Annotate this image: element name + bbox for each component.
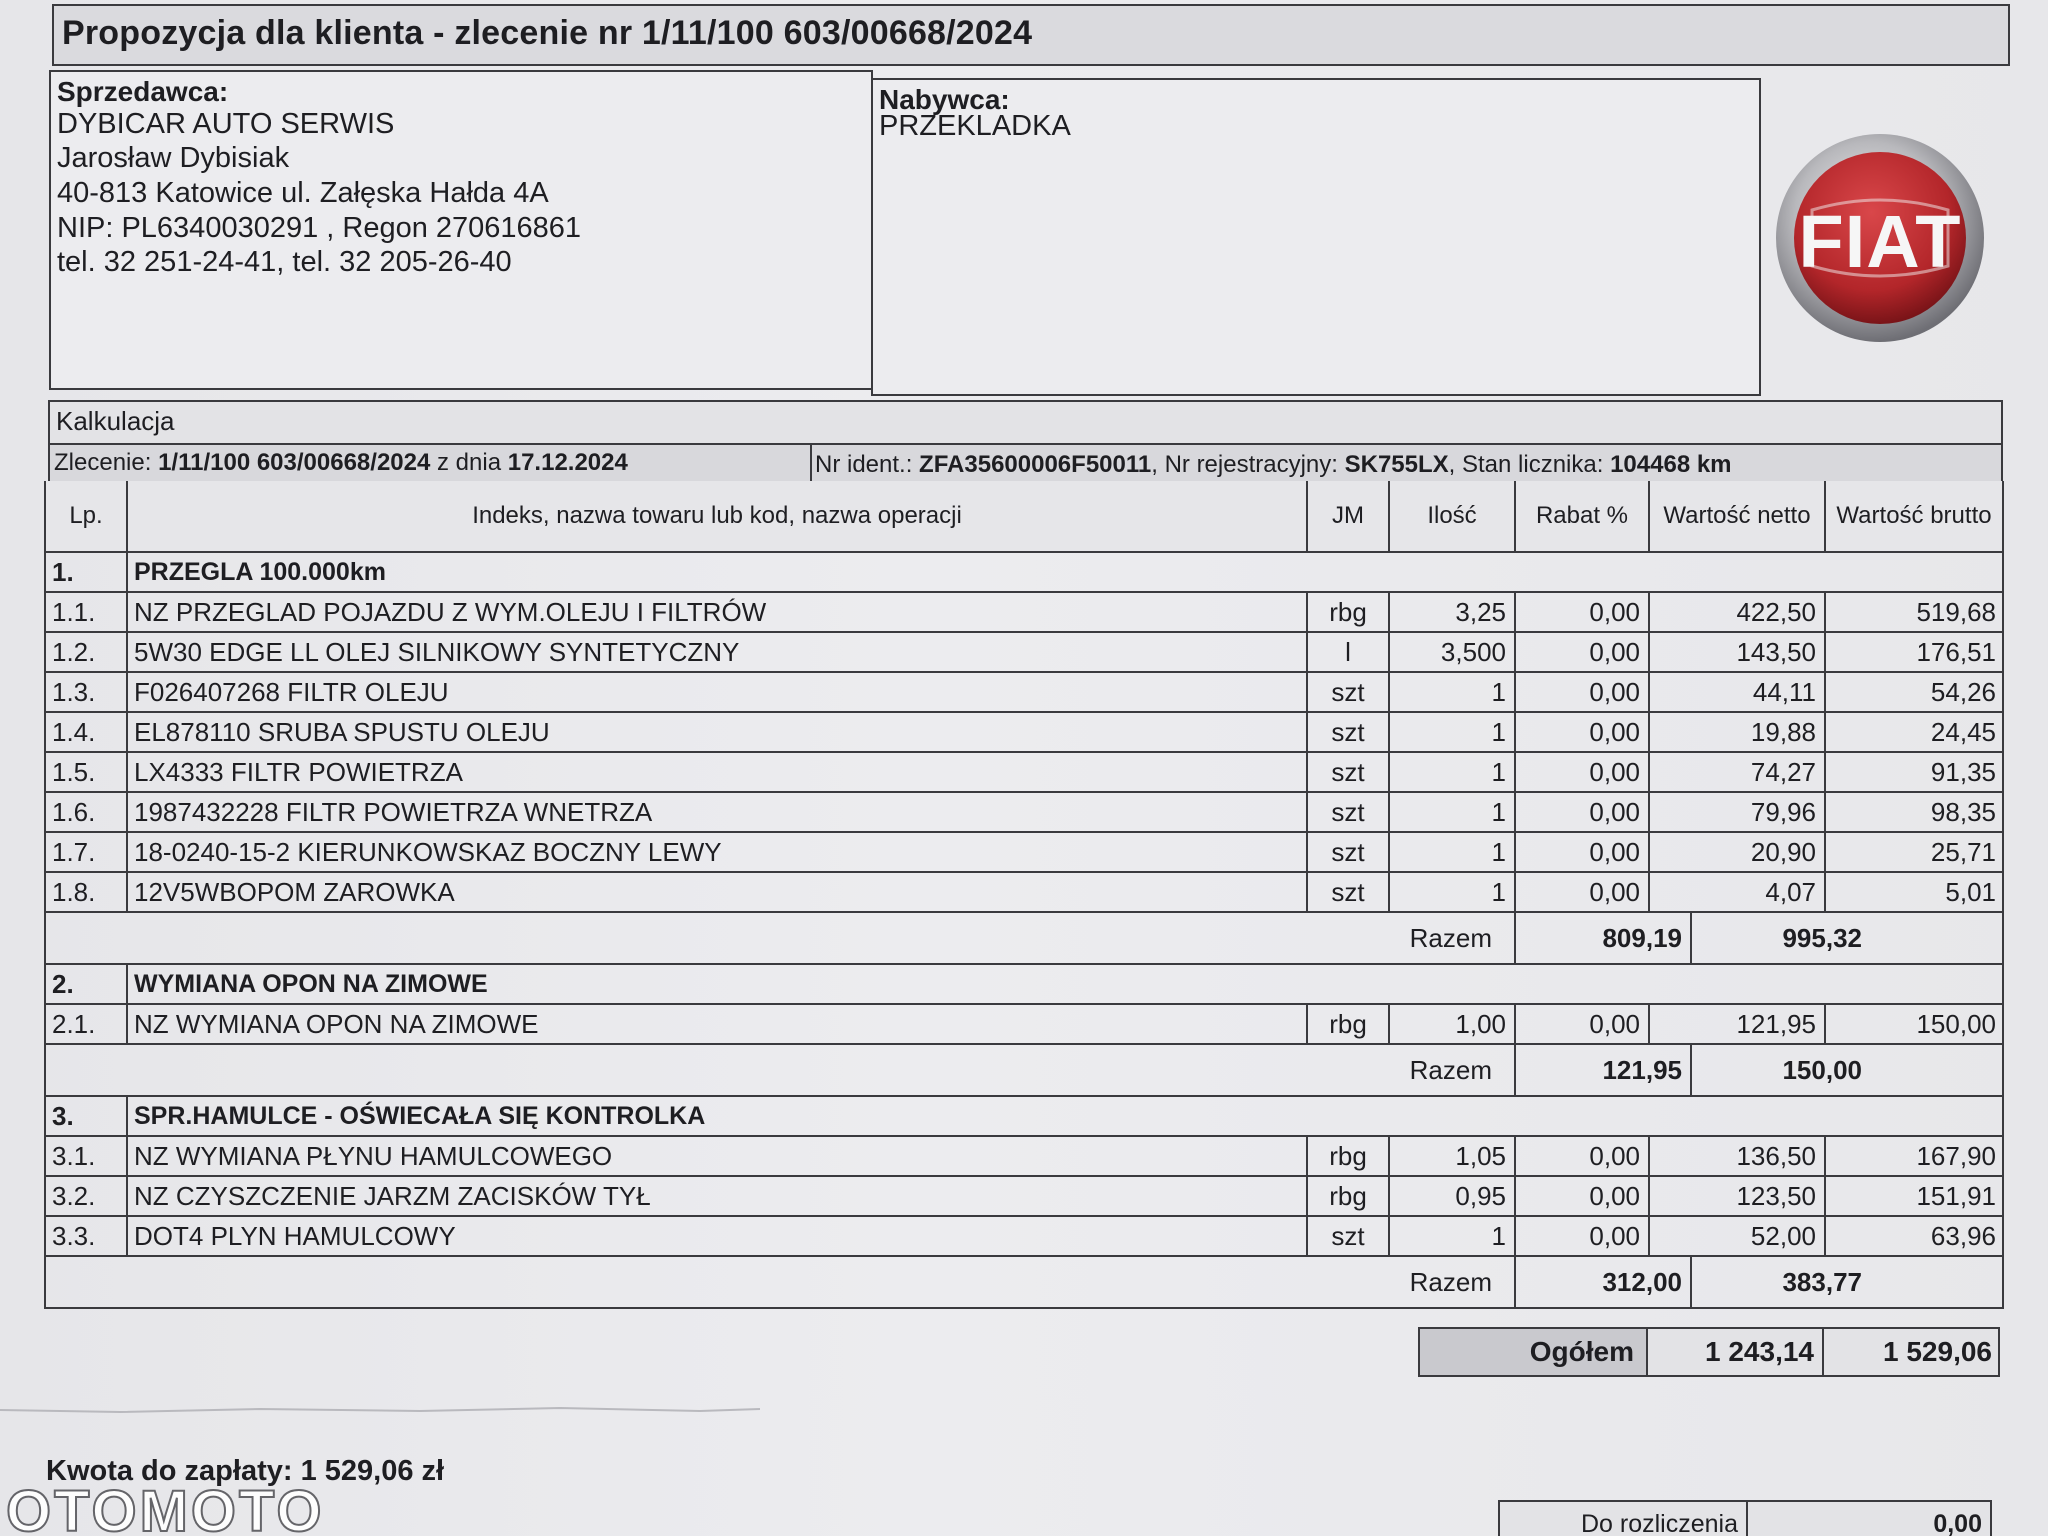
seller-heading: Sprzedawca: bbox=[57, 76, 229, 107]
item-unit: l bbox=[1308, 633, 1390, 671]
section-lp: 1. bbox=[46, 553, 128, 591]
vin: ZFA35600006F50011 bbox=[919, 451, 1152, 478]
seller-line: DYBICAR AUTO SERWIS bbox=[57, 108, 395, 140]
buyer-box bbox=[871, 78, 1761, 396]
item-qty: 1 bbox=[1390, 713, 1516, 751]
item-discount: 0,00 bbox=[1516, 593, 1650, 631]
item-net: 19,88 bbox=[1650, 713, 1826, 751]
item-unit: szt bbox=[1308, 873, 1390, 911]
item-unit: rbg bbox=[1308, 1005, 1390, 1043]
item-net: 52,00 bbox=[1650, 1217, 1826, 1255]
registration: SK755LX bbox=[1344, 451, 1449, 478]
item-lp: 1.4. bbox=[46, 713, 128, 751]
item-discount: 0,00 bbox=[1516, 713, 1650, 751]
calculation-table bbox=[44, 481, 2004, 1309]
section-sum-net: 312,00 bbox=[1516, 1257, 1692, 1307]
item-gross: 150,00 bbox=[1916, 1008, 1996, 1039]
item-lp: 1.3. bbox=[46, 673, 128, 711]
fiat-logo-text: FIAT bbox=[1798, 200, 1962, 283]
section-sum-row bbox=[46, 913, 2002, 965]
item-lp: 1.1. bbox=[46, 593, 128, 631]
watermark: OTOMOTO bbox=[6, 1479, 325, 1536]
section-name: WYMIANA OPON NA ZIMOWE bbox=[134, 969, 488, 998]
order-info-row bbox=[48, 443, 2003, 483]
seller-line: NIP: PL6340030291 , Regon 270616861 bbox=[57, 212, 582, 244]
item-gross: 54,26 bbox=[1930, 676, 1996, 707]
col-name: Indeks, nazwa towaru lub kod, nazwa operacji bbox=[128, 481, 1308, 551]
item-name: NZ WYMIANA OPON NA ZIMOWE bbox=[128, 1005, 1308, 1043]
section-sum-row bbox=[46, 1257, 2002, 1309]
buyer-heading: Nabywca: bbox=[879, 84, 1010, 115]
section-sum-row bbox=[46, 1045, 2002, 1097]
fiat-logo bbox=[1772, 130, 1988, 346]
seller-box bbox=[49, 70, 873, 390]
item-qty: 1 bbox=[1390, 753, 1516, 791]
section-sum-net: 809,19 bbox=[1516, 913, 1692, 963]
section-row bbox=[46, 1097, 2002, 1137]
item-unit: rbg bbox=[1308, 593, 1390, 631]
grand-total-label: Ogółem bbox=[1420, 1329, 1648, 1375]
item-qty: 1 bbox=[1390, 793, 1516, 831]
item-unit: szt bbox=[1308, 713, 1390, 751]
item-discount: 0,00 bbox=[1516, 1217, 1650, 1255]
item-unit: szt bbox=[1308, 1217, 1390, 1255]
section-sum-label: Razem bbox=[46, 913, 1516, 963]
item-lp: 2.1. bbox=[46, 1005, 128, 1043]
item-qty: 1 bbox=[1390, 1217, 1516, 1255]
table-row bbox=[46, 833, 2002, 873]
item-unit: szt bbox=[1308, 793, 1390, 831]
order-divider bbox=[810, 445, 812, 483]
item-unit: szt bbox=[1308, 753, 1390, 791]
order-info: Zlecenie: 1/11/100 603/00668/2024 z dnia 17.12.2024 bbox=[54, 449, 628, 476]
settlement-box bbox=[1498, 1500, 1992, 1536]
item-unit: rbg bbox=[1308, 1177, 1390, 1215]
section-sum-net: 121,95 bbox=[1516, 1045, 1692, 1095]
section-name: PRZEGLA 100.000km bbox=[134, 557, 386, 586]
section-sum-gross: 150,00 bbox=[1782, 1054, 1862, 1085]
table-row bbox=[46, 1005, 2002, 1045]
table-row bbox=[46, 593, 2002, 633]
item-lp: 3.3. bbox=[46, 1217, 128, 1255]
calculation-title-bar bbox=[48, 400, 2003, 445]
item-gross: 63,96 bbox=[1930, 1220, 1996, 1251]
item-lp: 1.2. bbox=[46, 633, 128, 671]
item-name: NZ PRZEGLAD POJAZDU Z WYM.OLEJU I FILTRÓW bbox=[128, 593, 1308, 631]
item-gross: 151,91 bbox=[1916, 1180, 1996, 1211]
table-row bbox=[46, 793, 2002, 833]
table-row bbox=[46, 713, 2002, 753]
item-net: 79,96 bbox=[1650, 793, 1826, 831]
item-gross: 98,35 bbox=[1930, 796, 1996, 827]
col-jm: JM bbox=[1308, 481, 1390, 551]
col-gross: Wartość brutto bbox=[1836, 502, 1992, 529]
item-name: EL878110 SRUBA SPUSTU OLEJU bbox=[128, 713, 1308, 751]
item-lp: 1.7. bbox=[46, 833, 128, 871]
item-lp: 3.2. bbox=[46, 1177, 128, 1215]
item-qty: 1 bbox=[1390, 833, 1516, 871]
table-row bbox=[46, 673, 2002, 713]
settlement-value: 0,00 bbox=[1933, 1510, 1982, 1536]
section-sum-label: Razem bbox=[46, 1257, 1516, 1307]
order-date: 17.12.2024 bbox=[507, 449, 628, 476]
item-qty: 3,500 bbox=[1390, 633, 1516, 671]
item-gross: 25,71 bbox=[1930, 836, 1996, 867]
item-net: 74,27 bbox=[1650, 753, 1826, 791]
item-lp: 3.1. bbox=[46, 1137, 128, 1175]
item-qty: 1,00 bbox=[1390, 1005, 1516, 1043]
item-qty: 3,25 bbox=[1390, 593, 1516, 631]
amount-due-value: 1 529,06 zł bbox=[300, 1455, 445, 1487]
item-name: LX4333 FILTR POWIETRZA bbox=[128, 753, 1308, 791]
seller-line: 40-813 Katowice ul. Załęska Hałda 4A bbox=[57, 177, 549, 209]
table-row bbox=[46, 753, 2002, 793]
grand-total bbox=[1418, 1327, 2000, 1377]
item-unit: szt bbox=[1308, 833, 1390, 871]
item-discount: 0,00 bbox=[1516, 633, 1650, 671]
section-sum-gross: 383,77 bbox=[1782, 1266, 1862, 1297]
section-row bbox=[46, 553, 2002, 593]
item-name: 5W30 EDGE LL OLEJ SILNIKOWY SYNTETYCZNY bbox=[128, 633, 1308, 671]
item-qty: 1,05 bbox=[1390, 1137, 1516, 1175]
item-discount: 0,00 bbox=[1516, 753, 1650, 791]
item-net: 44,11 bbox=[1650, 673, 1826, 711]
section-name: SPR.HAMULCE - OŚWIECAŁA SIĘ KONTROLKA bbox=[134, 1101, 706, 1130]
item-net: 136,50 bbox=[1650, 1137, 1826, 1175]
item-name: F026407268 FILTR OLEJU bbox=[128, 673, 1308, 711]
item-name: 12V5WBOPOM ZAROWKA bbox=[128, 873, 1308, 911]
order-number: 1/11/100 603/00668/2024 bbox=[158, 449, 431, 476]
table-row bbox=[46, 873, 2002, 913]
section-sum-gross: 995,32 bbox=[1782, 922, 1862, 953]
item-discount: 0,00 bbox=[1516, 673, 1650, 711]
paper-tear-line bbox=[0, 1400, 760, 1420]
item-discount: 0,00 bbox=[1516, 833, 1650, 871]
section-lp: 2. bbox=[46, 965, 128, 1003]
item-qty: 0,95 bbox=[1390, 1177, 1516, 1215]
item-gross: 519,68 bbox=[1916, 596, 1996, 627]
item-unit: szt bbox=[1308, 673, 1390, 711]
seller-line: tel. 32 251-24-41, tel. 32 205-26-40 bbox=[57, 246, 512, 278]
col-discount: Rabat % bbox=[1516, 481, 1650, 551]
table-row bbox=[46, 1137, 2002, 1177]
section-row bbox=[46, 965, 2002, 1005]
item-net: 20,90 bbox=[1650, 833, 1826, 871]
item-gross: 5,01 bbox=[1945, 876, 1996, 907]
item-lp: 1.5. bbox=[46, 753, 128, 791]
col-qty: Ilość bbox=[1390, 481, 1516, 551]
table-header bbox=[46, 481, 2002, 553]
item-name: NZ WYMIANA PŁYNU HAMULCOWEGO bbox=[128, 1137, 1308, 1175]
table-row bbox=[46, 1177, 2002, 1217]
item-net: 4,07 bbox=[1650, 873, 1826, 911]
item-name: NZ CZYSZCZENIE JARZM ZACISKÓW TYŁ bbox=[128, 1177, 1308, 1215]
item-discount: 0,00 bbox=[1516, 873, 1650, 911]
section-sum-label: Razem bbox=[46, 1045, 1516, 1095]
grand-total-net: 1 243,14 bbox=[1648, 1329, 1824, 1375]
document-title: Propozycja dla klienta - zlecenie nr 1/11/100 603/00668/2024 bbox=[62, 14, 1033, 52]
item-discount: 0,00 bbox=[1516, 1177, 1650, 1215]
item-discount: 0,00 bbox=[1516, 1137, 1650, 1175]
item-name: 18-0240-15-2 KIERUNKOWSKAZ BOCZNY LEWY bbox=[128, 833, 1308, 871]
item-gross: 176,51 bbox=[1916, 636, 1996, 667]
item-qty: 1 bbox=[1390, 673, 1516, 711]
odometer: 104468 km bbox=[1610, 451, 1732, 478]
seller-line: Jarosław Dybisiak bbox=[57, 142, 290, 174]
col-net: Wartość netto bbox=[1650, 481, 1826, 551]
item-net: 121,95 bbox=[1650, 1005, 1826, 1043]
table-row bbox=[46, 633, 2002, 673]
item-net: 143,50 bbox=[1650, 633, 1826, 671]
item-gross: 24,45 bbox=[1930, 716, 1996, 747]
item-name: 1987432228 FILTR POWIETRZA WNETRZA bbox=[128, 793, 1308, 831]
title-bar bbox=[52, 4, 2010, 66]
table-row bbox=[46, 1217, 2002, 1257]
item-lp: 1.8. bbox=[46, 873, 128, 911]
vehicle-info: Nr ident.: ZFA35600006F50011, Nr rejestracyjny: SK755LX, Stan licznika: 104468 km bbox=[815, 451, 1732, 478]
grand-total-gross: 1 529,06 bbox=[1824, 1329, 1998, 1375]
item-gross: 167,90 bbox=[1916, 1140, 1996, 1171]
item-net: 123,50 bbox=[1650, 1177, 1826, 1215]
item-unit: rbg bbox=[1308, 1137, 1390, 1175]
item-name: DOT4 PLYN HAMULCOWY bbox=[128, 1217, 1308, 1255]
item-net: 422,50 bbox=[1650, 593, 1826, 631]
item-lp: 1.6. bbox=[46, 793, 128, 831]
section-lp: 3. bbox=[46, 1097, 128, 1135]
buyer-name: PRZEKLADKA bbox=[879, 110, 1071, 142]
item-discount: 0,00 bbox=[1516, 1005, 1650, 1043]
item-gross: 91,35 bbox=[1930, 756, 1996, 787]
amount-due-label: Kwota do zapłaty: bbox=[46, 1455, 293, 1487]
item-discount: 0,00 bbox=[1516, 793, 1650, 831]
calculation-title: Kalkulacja bbox=[56, 406, 175, 436]
item-qty: 1 bbox=[1390, 873, 1516, 911]
settlement-label: Do rozliczenia bbox=[1500, 1502, 1748, 1536]
col-lp: Lp. bbox=[46, 481, 128, 551]
